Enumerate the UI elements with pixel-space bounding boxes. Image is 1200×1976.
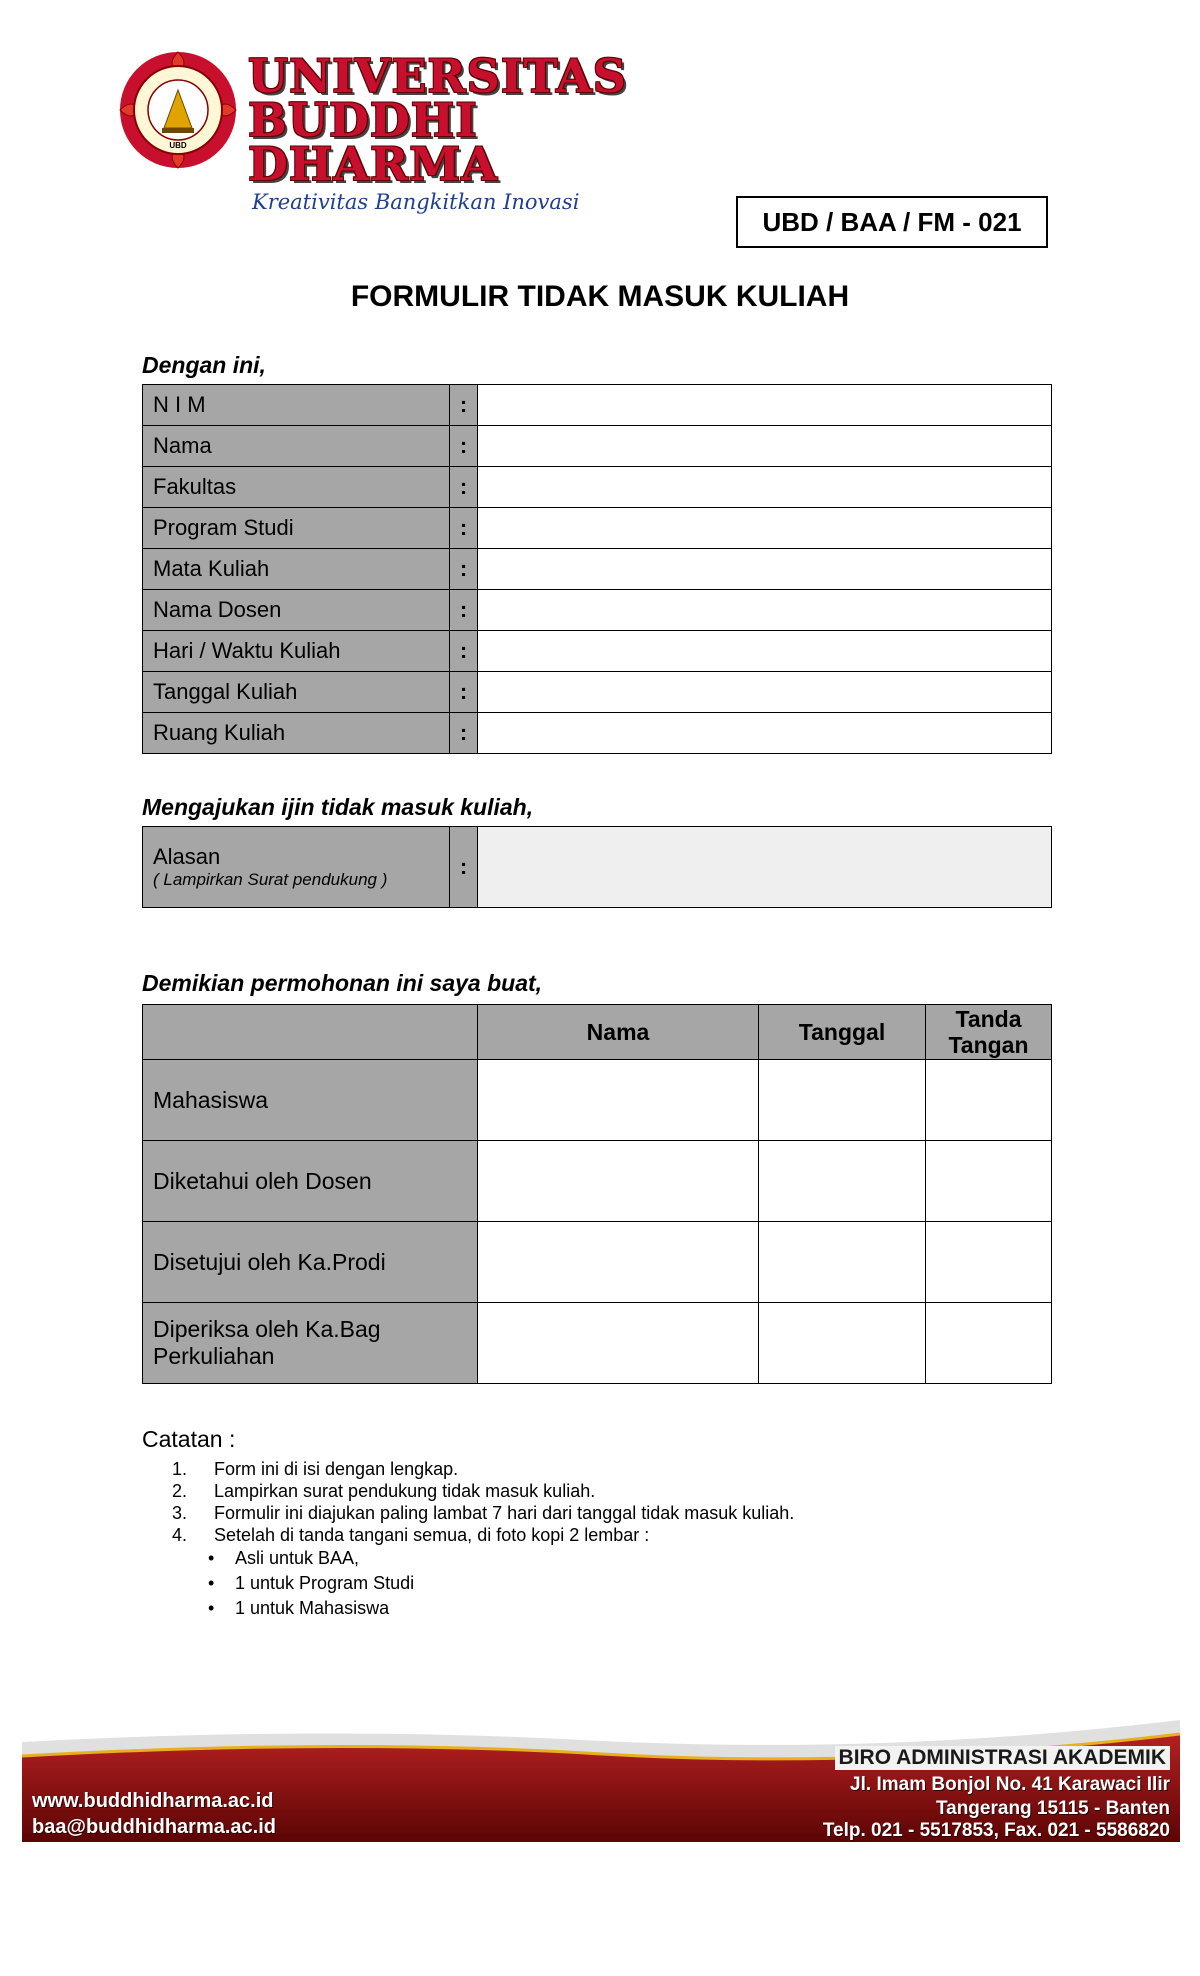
identity-colon: : <box>450 385 478 426</box>
identity-label: Fakultas <box>143 467 450 508</box>
identity-label: Program Studi <box>143 508 450 549</box>
note-number: 2. <box>172 1481 188 1501</box>
signature-row <box>143 1222 1052 1303</box>
note-item <box>172 1524 794 1546</box>
identity-label: Hari / Waktu Kuliah <box>143 631 450 672</box>
signature-role-label: Diketahui oleh Dosen <box>143 1141 478 1222</box>
tagline: Kreativitas Bangkitkan Inovasi <box>252 190 580 214</box>
note-item <box>172 1502 794 1524</box>
signature-row <box>143 1303 1052 1384</box>
identity-value-field[interactable] <box>478 426 1052 467</box>
identity-value-field[interactable] <box>478 631 1052 672</box>
signature-date-field[interactable] <box>759 1141 926 1222</box>
signature-name-field[interactable] <box>478 1060 759 1141</box>
identity-row <box>143 385 1052 426</box>
identity-label: Ruang Kuliah <box>143 713 450 754</box>
note-text: Setelah di tanda tangani semua, di foto kopi 2 lembar : <box>214 1525 650 1545</box>
signature-sign-field[interactable] <box>926 1222 1052 1303</box>
footer-address-line2: Tangerang 15115 - Banten <box>935 1798 1170 1819</box>
note-subitem-text: Asli untuk BAA, <box>235 1548 360 1568</box>
signature-date-field[interactable] <box>759 1222 926 1303</box>
university-name-line1: UNIVERSITAS <box>248 49 628 103</box>
signature-role-label: Mahasiswa <box>143 1060 478 1141</box>
identity-colon: : <box>450 672 478 713</box>
reason-table <box>142 826 1052 908</box>
identity-row <box>143 672 1052 713</box>
identity-colon: : <box>450 467 478 508</box>
note-subitem-text: 1 untuk Program Studi <box>235 1573 415 1593</box>
identity-colon: : <box>450 549 478 590</box>
reason-colon: : <box>450 827 478 908</box>
wordmark <box>248 49 678 214</box>
identity-value-field[interactable] <box>478 467 1052 508</box>
identity-value-field[interactable] <box>478 713 1052 754</box>
identity-intro: Dengan ini, <box>142 352 266 378</box>
identity-value-field[interactable] <box>478 590 1052 631</box>
university-seal-icon <box>118 50 238 170</box>
identity-colon: : <box>450 713 478 754</box>
signature-name-field[interactable] <box>478 1141 759 1222</box>
signature-table <box>142 1004 1052 1384</box>
signature-date-field[interactable] <box>759 1060 926 1141</box>
form-code-box: UBD / BAA / FM - 021 <box>736 196 1048 248</box>
identity-label: Nama <box>143 426 450 467</box>
identity-row <box>143 713 1052 754</box>
identity-row <box>143 590 1052 631</box>
reason-input[interactable] <box>478 827 1052 908</box>
note-text: Lampirkan surat pendukung tidak masuk kuliah. <box>214 1481 596 1501</box>
signature-row <box>143 1060 1052 1141</box>
signature-name-field[interactable] <box>478 1303 759 1384</box>
notes-list <box>172 1458 794 1621</box>
identity-value-field[interactable] <box>478 508 1052 549</box>
bullet-icon: • <box>208 1573 215 1593</box>
reason-label: Alasan <box>153 844 221 869</box>
note-number: 3. <box>172 1503 188 1523</box>
university-name-line2: BUDDHI DHARMA <box>248 93 498 191</box>
identity-row <box>143 467 1052 508</box>
note-subitem <box>208 1596 794 1621</box>
footer-banner <box>22 1720 1180 1842</box>
identity-label: N I M <box>143 385 450 426</box>
identity-colon: : <box>450 508 478 549</box>
bullet-icon: • <box>208 1598 215 1618</box>
signature-role-label: Diperiksa oleh Ka.Bag Perkuliahan <box>143 1303 478 1384</box>
signature-row <box>143 1141 1052 1222</box>
signature-header-date: Tanggal <box>759 1005 926 1060</box>
identity-colon: : <box>450 631 478 672</box>
identity-row <box>143 426 1052 467</box>
signature-sign-field[interactable] <box>926 1060 1052 1141</box>
note-item <box>172 1480 794 1502</box>
signature-sign-field[interactable] <box>926 1141 1052 1222</box>
note-number: 1. <box>172 1459 188 1479</box>
identity-row <box>143 549 1052 590</box>
identity-row <box>143 508 1052 549</box>
identity-value-field[interactable] <box>478 549 1052 590</box>
note-text: Form ini di isi dengan lengkap. <box>214 1459 459 1479</box>
footer-email[interactable]: baa@buddhidharma.ac.id <box>32 1816 276 1838</box>
reason-intro: Mengajukan ijin tidak masuk kuliah, <box>142 794 534 820</box>
reason-sublabel: ( Lampirkan Surat pendukung ) <box>153 870 388 889</box>
reason-row <box>143 827 1052 908</box>
signature-intro: Demikian permohonan ini saya buat, <box>142 970 543 996</box>
signature-role-label: Disetujui oleh Ka.Prodi <box>143 1222 478 1303</box>
signature-header-row <box>143 1005 1052 1060</box>
identity-value-field[interactable] <box>478 672 1052 713</box>
document-title: FORMULIR TIDAK MASUK KULIAH <box>350 280 850 313</box>
signature-header-name: Nama <box>478 1005 759 1060</box>
identity-label: Nama Dosen <box>143 590 450 631</box>
footer-website[interactable]: www.buddhidharma.ac.id <box>32 1790 274 1812</box>
note-item <box>172 1458 794 1480</box>
identity-label: Tanggal Kuliah <box>143 672 450 713</box>
note-number: 4. <box>172 1525 188 1545</box>
signature-header-blank <box>143 1005 478 1060</box>
signature-name-field[interactable] <box>478 1222 759 1303</box>
seal-abbr: UBD <box>169 141 187 150</box>
signature-sign-field[interactable] <box>926 1303 1052 1384</box>
identity-label: Mata Kuliah <box>143 549 450 590</box>
reason-label-cell <box>143 827 450 908</box>
signature-date-field[interactable] <box>759 1303 926 1384</box>
bullet-icon: • <box>208 1548 215 1568</box>
identity-value-field[interactable] <box>478 385 1052 426</box>
identity-row <box>143 631 1052 672</box>
signature-header-signature: Tanda Tangan <box>926 1005 1052 1060</box>
note-subitem <box>208 1546 794 1571</box>
identity-colon: : <box>450 590 478 631</box>
note-subitem <box>208 1571 794 1596</box>
note-subitem-text: 1 untuk Mahasiswa <box>235 1598 390 1618</box>
footer-address-line1: Jl. Imam Bonjol No. 41 Karawaci Ilir <box>850 1774 1170 1795</box>
note-text: Formulir ini diajukan paling lambat 7 hari dari tanggal tidak masuk kuliah. <box>214 1503 795 1523</box>
notes-title: Catatan : <box>142 1426 236 1452</box>
university-logo <box>118 49 678 214</box>
identity-table <box>142 384 1052 754</box>
footer-phone: Telp. 021 - 5517853, Fax. 021 - 5586820 <box>822 1820 1170 1841</box>
identity-colon: : <box>450 426 478 467</box>
footer-office-name: BIRO ADMINISTRASI AKADEMIK <box>835 1746 1170 1770</box>
